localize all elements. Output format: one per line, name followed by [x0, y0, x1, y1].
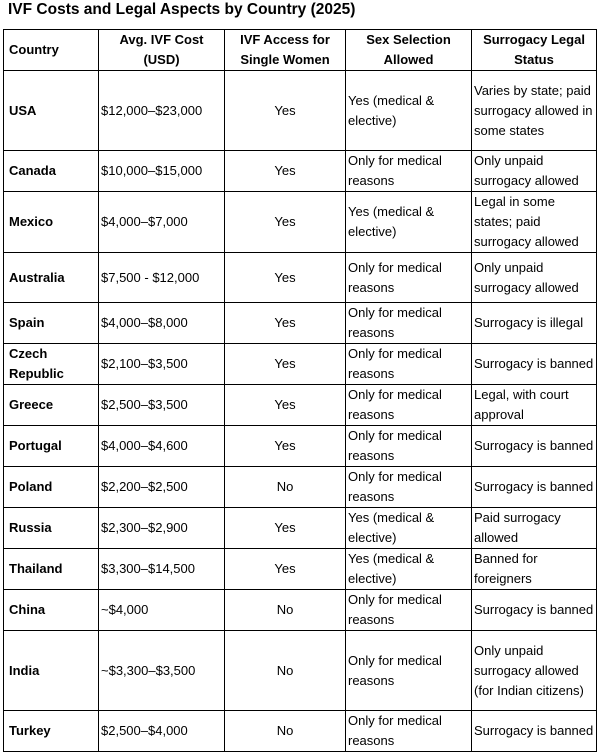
sex-selection-cell: Only for medical reasons — [346, 426, 472, 467]
table-row — [4, 508, 597, 549]
sex-selection-cell: Only for medical reasons — [346, 253, 472, 303]
single-women-cell: Yes — [225, 426, 346, 467]
sex-selection-cell: Yes (medical & elective) — [346, 71, 472, 151]
table-header-row — [4, 30, 597, 71]
table-row — [4, 71, 597, 151]
sex-selection-cell: Only for medical reasons — [346, 711, 472, 752]
surrogacy-cell: Surrogacy is banned — [472, 711, 597, 752]
sex-selection-cell: Only for medical reasons — [346, 467, 472, 508]
cost-cell: $4,000–$8,000 — [99, 303, 225, 344]
sex-selection-cell: Only for medical reasons — [346, 631, 472, 711]
single-women-cell: No — [225, 467, 346, 508]
sex-selection-cell: Only for medical reasons — [346, 151, 472, 192]
surrogacy-cell: Banned for foreigners — [472, 549, 597, 590]
surrogacy-cell: Surrogacy is banned — [472, 426, 597, 467]
surrogacy-cell: Legal in some states; paid surrogacy allowed — [472, 192, 597, 253]
single-women-cell: Yes — [225, 508, 346, 549]
surrogacy-cell: Only unpaid surrogacy allowed — [472, 253, 597, 303]
table-row — [4, 590, 597, 631]
single-women-cell: No — [225, 631, 346, 711]
cost-cell: $2,500–$3,500 — [99, 385, 225, 426]
table-row — [4, 151, 597, 192]
surrogacy-cell: Only unpaid surrogacy allowed — [472, 151, 597, 192]
sex-selection-cell: Only for medical reasons — [346, 303, 472, 344]
sex-selection-cell: Only for medical reasons — [346, 385, 472, 426]
single-women-cell: Yes — [225, 253, 346, 303]
surrogacy-cell: Paid surrogacy allowed — [472, 508, 597, 549]
country-cell: China — [4, 590, 99, 631]
country-cell: Czech Republic — [4, 344, 99, 385]
cost-cell: $10,000–$15,000 — [99, 151, 225, 192]
cost-cell: $2,500–$4,000 — [99, 711, 225, 752]
sex-selection-cell: Only for medical reasons — [346, 344, 472, 385]
header-single-women: IVF Access for Single Women — [225, 30, 346, 71]
table-row — [4, 192, 597, 253]
single-women-cell: No — [225, 711, 346, 752]
country-cell: Russia — [4, 508, 99, 549]
sex-selection-cell: Yes (medical & elective) — [346, 549, 472, 590]
single-women-cell: No — [225, 590, 346, 631]
table-row — [4, 711, 597, 752]
country-cell: Australia — [4, 253, 99, 303]
cost-cell: $2,100–$3,500 — [99, 344, 225, 385]
single-women-cell: Yes — [225, 151, 346, 192]
surrogacy-cell: Only unpaid surrogacy allowed (for Indian citizens) — [472, 631, 597, 711]
sex-selection-cell: Only for medical reasons — [346, 590, 472, 631]
cost-cell: $3,300–$14,500 — [99, 549, 225, 590]
table-row — [4, 253, 597, 303]
single-women-cell: Yes — [225, 385, 346, 426]
country-cell: Turkey — [4, 711, 99, 752]
table-row — [4, 549, 597, 590]
table-row — [4, 303, 597, 344]
table-row — [4, 426, 597, 467]
sex-selection-cell: Yes (medical & elective) — [346, 508, 472, 549]
surrogacy-cell: Surrogacy is banned — [472, 467, 597, 508]
cost-cell: ~$3,300–$3,500 — [99, 631, 225, 711]
surrogacy-cell: Varies by state; paid surrogacy allowed in some states — [472, 71, 597, 151]
country-cell: USA — [4, 71, 99, 151]
single-women-cell: Yes — [225, 344, 346, 385]
single-women-cell: Yes — [225, 303, 346, 344]
cost-cell: $4,000–$7,000 — [99, 192, 225, 253]
surrogacy-cell: Surrogacy is banned — [472, 590, 597, 631]
single-women-cell: Yes — [225, 71, 346, 151]
surrogacy-cell: Legal, with court approval — [472, 385, 597, 426]
country-cell: Spain — [4, 303, 99, 344]
country-cell: Poland — [4, 467, 99, 508]
cost-cell: $7,500 - $12,000 — [99, 253, 225, 303]
country-cell: Canada — [4, 151, 99, 192]
single-women-cell: Yes — [225, 549, 346, 590]
sex-selection-cell: Yes (medical & elective) — [346, 192, 472, 253]
table-row — [4, 344, 597, 385]
header-sex-selection: Sex Selection Allowed — [346, 30, 472, 71]
single-women-cell: Yes — [225, 192, 346, 253]
table-row — [4, 631, 597, 711]
header-cost: Avg. IVF Cost (USD) — [99, 30, 225, 71]
country-cell: Thailand — [4, 549, 99, 590]
country-cell: India — [4, 631, 99, 711]
table-row — [4, 467, 597, 508]
table-row — [4, 385, 597, 426]
ivf-table — [3, 29, 597, 752]
country-cell: Greece — [4, 385, 99, 426]
header-country: Country — [4, 30, 99, 71]
cost-cell: $2,300–$2,900 — [99, 508, 225, 549]
cost-cell: $4,000–$4,600 — [99, 426, 225, 467]
cost-cell: $2,200–$2,500 — [99, 467, 225, 508]
surrogacy-cell: Surrogacy is banned — [472, 344, 597, 385]
page-title: IVF Costs and Legal Aspects by Country (2025) — [8, 1, 356, 18]
surrogacy-cell: Surrogacy is illegal — [472, 303, 597, 344]
country-cell: Portugal — [4, 426, 99, 467]
header-surrogacy: Surrogacy Legal Status — [472, 30, 597, 71]
cost-cell: $12,000–$23,000 — [99, 71, 225, 151]
country-cell: Mexico — [4, 192, 99, 253]
cost-cell: ~$4,000 — [99, 590, 225, 631]
